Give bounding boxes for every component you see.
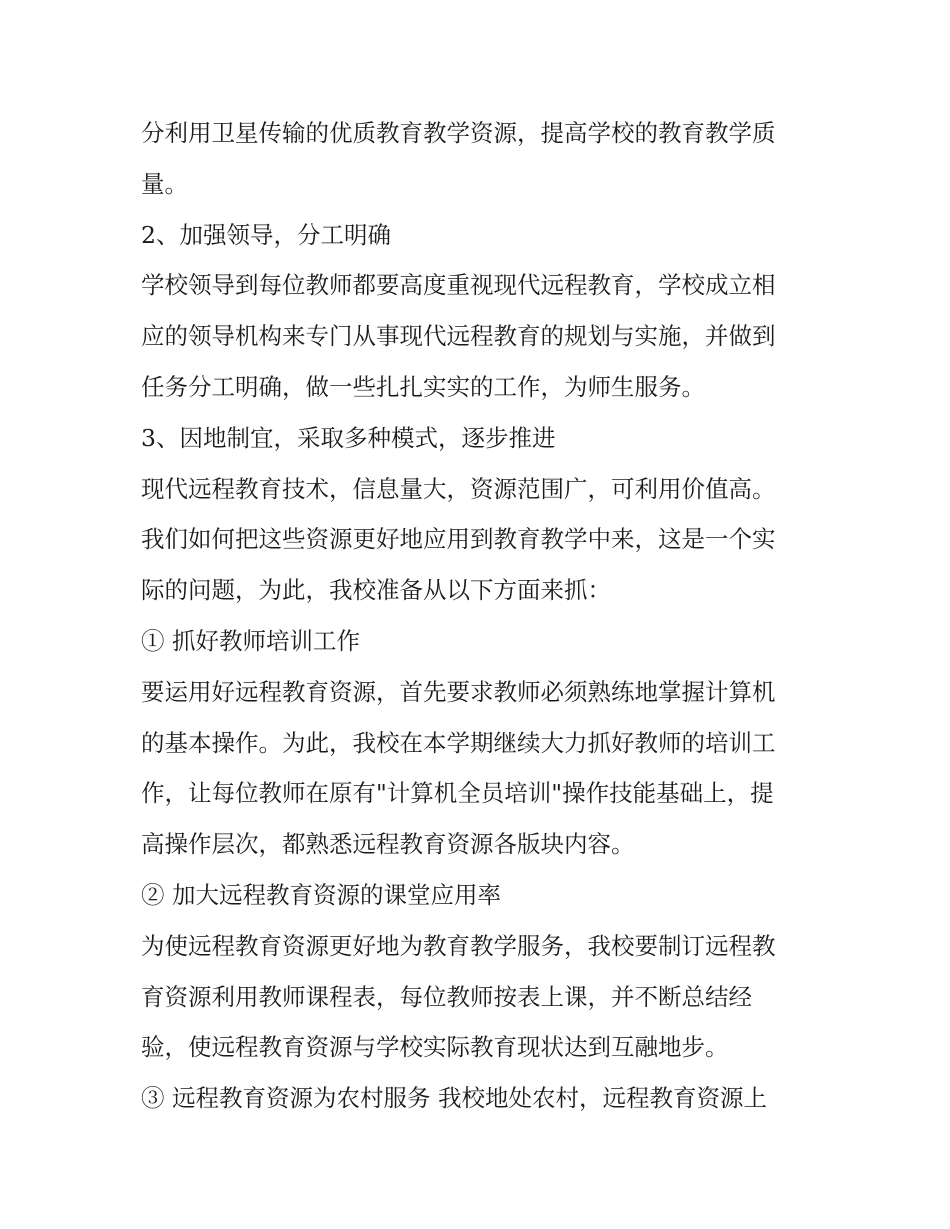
- paragraph-line: 分利用卫星传输的优质教育教学资源，提高学校的教育教学质: [141, 119, 776, 147]
- paragraph-line: 育资源利用教师课程表，每位教师按表上课，并不断总结经: [141, 982, 752, 1011]
- paragraph-line: 要运用好远程教育资源，首先要求教师必须熟练地掌握计算机: [141, 677, 776, 706]
- section-heading: 2、加强领导，分工明确: [141, 220, 391, 249]
- paragraph-line: 验，使远程教育资源与学校实际教育现状达到互融地步。: [141, 1033, 729, 1062]
- paragraph-line: 现代远程教育技术，信息量大，资源范围广，可利用价值高。: [141, 474, 776, 503]
- paragraph-line: 应的领导机构来专门从事现代远程教育的规划与实施，并做到: [141, 322, 776, 351]
- paragraph-line: 为使远程教育资源更好地为教育教学服务，我校要制订远程教: [141, 931, 776, 960]
- paragraph-line: 际的问题，为此，我校准备从以下方面来抓：: [141, 576, 611, 605]
- paragraph-line: 的基本操作。为此，我校在本学期继续大力抓好教师的培训工: [141, 728, 776, 757]
- paragraph-line: 量。: [141, 169, 188, 198]
- subsection-heading: ② 加大远程教育资源的课堂应用率: [141, 880, 501, 909]
- paragraph-line: 学校领导到每位教师都要高度重视现代远程教育，学校成立相: [141, 271, 776, 300]
- paragraph-line: 高操作层次，都熟悉远程教育资源各版块内容。: [141, 830, 635, 859]
- paragraph-line: 我们如何把这些资源更好地应用到教育教学中来，这是一个实: [141, 525, 776, 554]
- paragraph-line: 作，让每位教师在原有"计算机全员培训"操作技能基础上，提: [141, 779, 774, 808]
- paragraph-line: 任务分工明确，做一些扎扎实实的工作，为师生服务。: [141, 372, 705, 401]
- document-body: [141, 108, 821, 1124]
- section-heading: 3、因地制宜，采取多种模式，逐步推进: [141, 423, 556, 452]
- subsection-heading: ③ 远程教育资源为农村服务 我校地处农村，远程教育资源上: [141, 1084, 767, 1113]
- subsection-heading: ① 抓好教师培训工作: [141, 626, 360, 655]
